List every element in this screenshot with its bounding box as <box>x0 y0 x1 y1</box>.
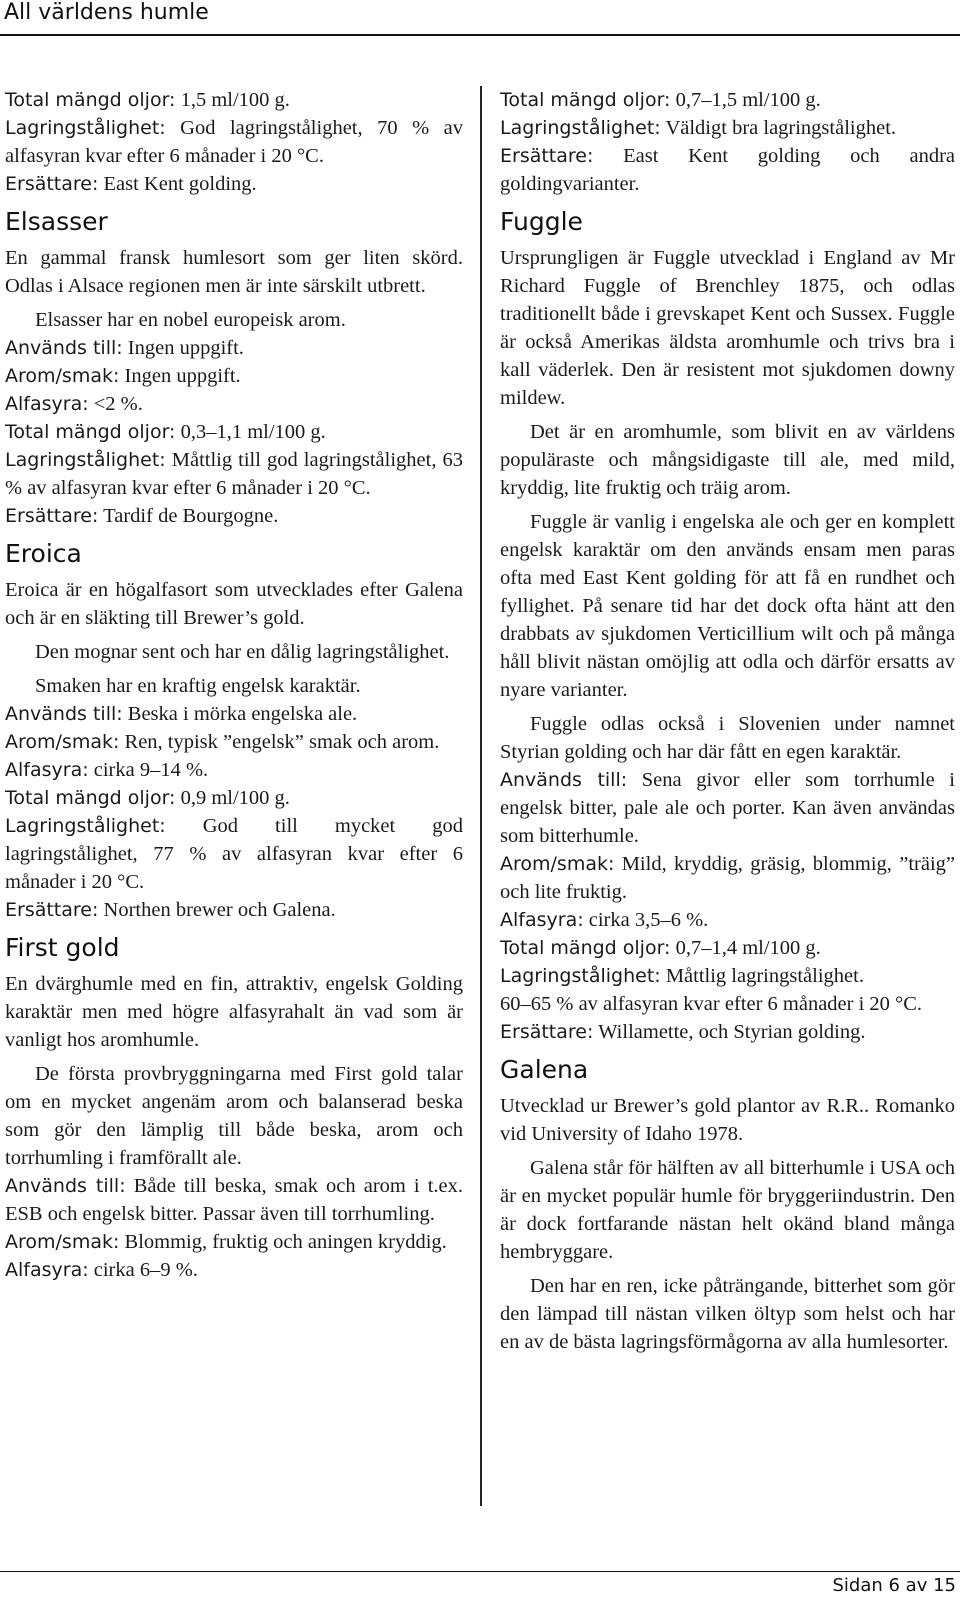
prop-substitute: Ersättare: East Kent golding. <box>5 173 257 195</box>
prop-substitute: Ersättare: Tardif de Bourgogne. <box>5 505 279 527</box>
prop-aroma: Arom/smak: Ingen uppgift. <box>5 365 241 387</box>
prop-substitute: Ersättare: East Kent golding och andra goldingvarianter. <box>500 145 955 195</box>
prop-alpha: Alfasyra: cirka 6–9 %. <box>5 1259 198 1281</box>
prop-aroma: Arom/smak: Blommig, fruktig och aningen kryddig. <box>5 1231 447 1253</box>
prop-used-for: Används till: Beska i mörka engelska ale. <box>5 703 358 725</box>
paragraph: Galena står för hälften av all bitterhumle i USA och är en mycket populär humle för bryggeriindustrin. Den är dock fortfarande nästan helt okänd bland många hembryggare. <box>500 1157 955 1263</box>
left-column <box>5 86 463 1284</box>
document-title: All världens humle <box>4 0 209 25</box>
column-divider <box>480 86 482 1506</box>
paragraph: Fuggle är vanlig i engelska ale och ger en komplett engelsk karaktär om den används ensam men paras ofta med East Kent golding för att få en rundhet och fyllighet. På senare tid har det dock ofta hänt att den drabbats av sjukdomen Verticillium wilt och på många håll blivit nästan omöjlig att odla och därför ersatts av nyare varianter. <box>500 511 955 701</box>
prop-used-for: Används till: Både till beska, smak och arom i t.ex. ESB och engelsk bitter. Passar även till torrhumling. <box>5 1175 464 1225</box>
paragraph: En gammal fransk humlesort som ger liten skörd. Odlas i Alsace regionen men är inte särskilt utbrett. <box>5 247 463 297</box>
prop-alpha: Alfasyra: <2 %. <box>5 393 143 415</box>
section-heading-elsasser: Elsasser <box>5 207 108 236</box>
paragraph: Den har en ren, icke påträngande, bitterhet som gör den lämpad till nästan vilken öltyp som helst och har en av de bästa lagringsförmågorna av alla humlesorter. <box>500 1275 955 1353</box>
prop-alpha: Alfasyra: cirka 3,5–6 %. <box>500 909 709 931</box>
prop-storage: Lagringstålighet: Måttlig till god lagringstålighet, 63 % av alfasyran kvar efter 6 månader i 20 °C. <box>5 449 464 499</box>
section-heading-galena: Galena <box>500 1055 589 1084</box>
page-number: Sidan 6 av 15 <box>832 1575 956 1596</box>
section-heading-first-gold: First gold <box>5 933 120 962</box>
prop-substitute: Ersättare: Willamette, och Styrian golding. <box>500 1021 866 1043</box>
section-heading-eroica: Eroica <box>5 539 82 568</box>
prop-oil: Total mängd oljor: 0,7–1,5 ml/100 g. <box>500 89 821 111</box>
prop-storage: Lagringstålighet: God lagringstålighet, 70 % av alfasyran kvar efter 6 månader i 20 °C. <box>5 117 463 167</box>
prop-used-for: Används till: Sena givor eller som torrhumle i engelsk bitter, pale ale och porter. Kan även användas som bitterhumle. <box>500 769 956 847</box>
prop-oil: Total mängd oljor: 0,3–1,1 ml/100 g. <box>5 421 326 443</box>
paragraph: Det är en aromhumle, som blivit en av världens populäraste och mångsidigaste till ale, med mild, kryddig, lite fruktig och träig arom. <box>500 421 955 499</box>
page-header <box>0 0 960 38</box>
prop-oil: Total mängd oljor: 1,5 ml/100 g. <box>5 89 290 111</box>
paragraph: Ursprungligen är Fuggle utvecklad i England av Mr Richard Fuggle of Brenchley 1875, och odlas traditionellt både i grevskapet Kent och Sussex. Fuggle är också Amerikas äldsta aromhumle och trivs bra i kall väderlek. Den är resistent mot sjukdomen downy mildew. <box>500 247 955 409</box>
paragraph: Smaken har en kraftig engelsk karaktär. <box>35 675 361 697</box>
section-heading-fuggle: Fuggle <box>500 207 583 236</box>
paragraph: Utvecklad ur Brewer’s gold plantor av R.R.. Romanko vid University of Idaho 1978. <box>500 1095 955 1145</box>
prop-aroma: Arom/smak: Mild, kryddig, gräsig, blommig, ”träig” och lite fruktig. <box>500 853 955 903</box>
prop-oil: Total mängd oljor: 0,7–1,4 ml/100 g. <box>500 937 821 959</box>
prop-substitute: Ersättare: Northen brewer och Galena. <box>5 899 336 921</box>
paragraph: Den mognar sent och har en dålig lagringstålighet. <box>35 641 450 663</box>
paragraph: En dvärghumle med en fin, attraktiv, engelsk Golding karaktär men med högre alfasyrahalt än vad som är vanligt hos aromhumle. <box>5 973 463 1051</box>
prop-storage-detail: 60–65 % av alfasyran kvar efter 6 månader i 20 °C. <box>500 993 923 1015</box>
prop-used-for: Används till: Ingen uppgift. <box>5 337 244 359</box>
header-rule <box>0 34 960 36</box>
paragraph: Fuggle odlas också i Slovenien under namnet Styrian golding och har där fått en egen karaktär. <box>500 713 955 763</box>
prop-storage: Lagringstålighet: God till mycket god lagringstålighet, 77 % av alfasyran kvar efter 6 månader i 20 °C. <box>5 815 463 893</box>
prop-aroma: Arom/smak: Ren, typisk ”engelsk” smak och arom. <box>5 731 440 753</box>
paragraph: De första provbryggningarna med First gold talar om en mycket angenäm arom och balanserad beska som gör den lämplig till både beska, arom och torrhumling i framförallt ale. <box>5 1063 463 1169</box>
paragraph: Elsasser har en nobel europeisk arom. <box>35 309 346 331</box>
prop-oil: Total mängd oljor: 0,9 ml/100 g. <box>5 787 290 809</box>
prop-alpha: Alfasyra: cirka 9–14 %. <box>5 759 209 781</box>
right-column <box>500 86 955 1356</box>
prop-storage: Lagringstålighet: Måttlig lagringstålighet. <box>500 965 864 987</box>
paragraph: Eroica är en högalfasort som utvecklades efter Galena och är en släkting till Brewer’s gold. <box>5 579 463 629</box>
footer-rule <box>0 1571 960 1572</box>
prop-storage: Lagringstålighet: Väldigt bra lagringstålighet. <box>500 117 897 139</box>
